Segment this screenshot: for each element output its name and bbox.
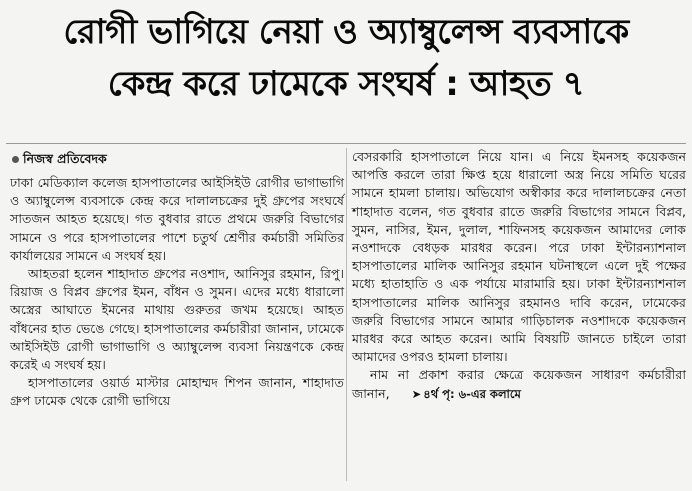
paragraph xyxy=(352,366,686,402)
paragraph: আহতরা হলেন শাহাদাত গ্রুপের নওশাদ, আনিসুর রহমান, রিপু। রিয়াজ ও বিপ্লব গ্রুপের ইমন, বাঁধন ও সুমন। এদের মধ্যে ধারালো অস্ত্রের আঘাতে ইমনের মাথায় গুরুতর জখম হয়েছে। আহত বাঁধনের হাত ভেঙে গেছে। হাসপাতালের কর্মচারীরা জানান, ঢামেকে আইসিইউ রোগী ভাগাভাগি ও অ্যাম্বুলেন্স ব্যবসা নিয়ন্ত্রণকে কেন্দ্র করেই এ সংঘর্ষ হয়। xyxy=(10,266,344,373)
byline xyxy=(10,148,344,170)
headline-line-1: রোগী ভাগিয়ে নেয়া ও অ্যাম্বুলেন্স ব্যবসাকে xyxy=(63,12,629,52)
paragraph: ঢাকা মেডিক্যাল কলেজ হাসপাতালের আইসিইউ রোগীর ভাগাভাগি ও অ্যাম্বুলেন্স ব্যবসাকে কেন্দ্র করে দালালচক্রের দুই গ্রুপের সংঘর্ষে সাতজন আহত হয়েছে। গত বুধবার রাতে প্রথমে জরুরি বিভাগের সামনে ও পরে হাসপাতালের পাশে চতুর্থ শ্রেণীর কর্মচারী সমিতির কার্যালয়ের সামনে এ সংঘর্ষ হয়। xyxy=(10,175,344,263)
paragraph: হাসপাতালের ওয়ার্ড মাস্টার মোহাম্মদ শিপন জানান, শাহাদাত গ্রুপ ঢামেক থেকে রোগী ভাগিয়ে xyxy=(10,375,344,409)
headline-line-2: কেন্দ্র করে ঢামেকে সংঘর্ষ : আহত ৭ xyxy=(107,64,585,104)
continuation-text: ৪র্থ পৃ: ৬-এর কলামে xyxy=(423,386,521,401)
continuation-note xyxy=(394,387,521,401)
article-column-left xyxy=(10,148,344,411)
byline-bullet-icon xyxy=(12,156,19,163)
paragraph-text: নাম না প্রকাশ করার ক্ষেত্রে কয়েকজন সাধারণ কর্মচারীরা জানান, xyxy=(352,367,686,401)
headline-rule xyxy=(6,143,686,144)
headline xyxy=(0,6,692,110)
column-divider xyxy=(346,148,347,481)
paragraph: বেসরকারি হাসপাতালে নিয়ে যান। এ নিয়ে ইমনসহ কয়েকজন আপত্তি করলে তারা ক্ষিপ্ত হয়ে ধারালো অস্ত্র নিয়ে সমিতি ঘরের সামনে হামলা চালায়। অভিযোগ অস্বীকার করে দালালচক্রের নেতা শাহাদাত বলেন, গত বুধবার রাতে জরুরি বিভাগের সামনে বিপ্লব, সুমন, নাসির, ইমন, দুলাল, শাফিনসহ কয়েকজন আমাদের লোক নওশাদকে বেধড়ক মারধর করেন। পরে ঢাকা ইন্টারন্যাশনাল হাসপাতালের মালিক আনিসুর রহমান ঘটনাস্থলে এলে দুই পক্ষের মধ্যে হাতাহাতি ও এক পর্যায়ে মারামারি হয়। ঢাকা ইন্টারন্যাশনাল হাসপাতালের মালিক আনিসুর রহমানও দাবি করেন, ঢামেকের জরুরি বিভাগের সামনে আমার গাড়িচালক নওশাদকে কয়েকজন মারধর করে আহত করেন। আমি বিষয়টি জানতে চাইলে তারা আমাদের ওপরও হামলা চালায়। xyxy=(352,149,686,365)
byline-text: নিজস্ব প্রতিবেদক xyxy=(23,151,107,166)
continue-arrow-icon: ➤ xyxy=(411,386,422,401)
article-column-right xyxy=(352,148,686,403)
